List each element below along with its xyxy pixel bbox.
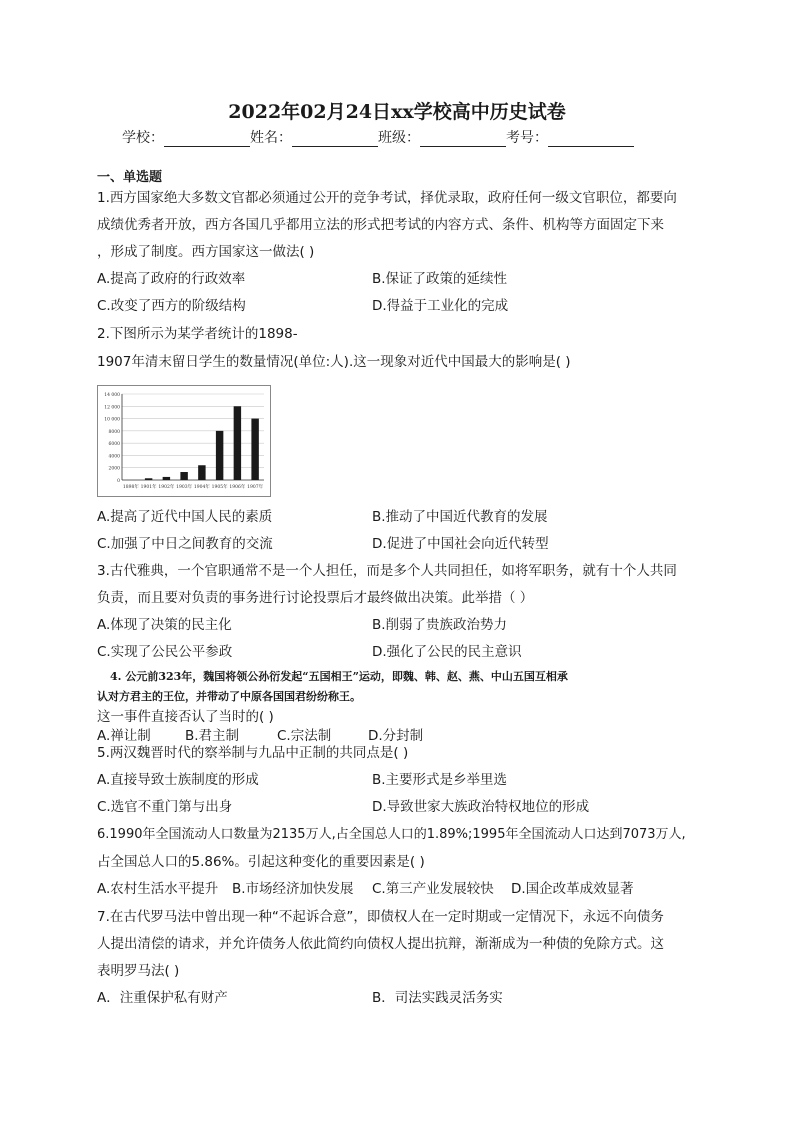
section-heading: 一、单选题: [97, 170, 163, 185]
x-tick-label: 1903年: [176, 485, 193, 490]
bar: [163, 477, 170, 480]
bar-chart: [98, 386, 270, 496]
student-info: [122, 127, 634, 147]
y-tick-label: 8000: [108, 429, 120, 435]
q5-option-b[interactable]: B.主要形式是乡举里选: [372, 772, 508, 788]
q1-option-b[interactable]: B.保证了政策的延续性: [372, 271, 508, 287]
q1-option-a[interactable]: A.提高了政府的行政效率: [97, 271, 246, 287]
x-tick-label: 1907年: [247, 485, 264, 490]
q4-option-a[interactable]: A.禅让制: [97, 728, 151, 744]
q4-line: 认对方君主的王位，并带动了中原各国国君纷纷称王。: [97, 690, 361, 703]
y-tick-label: 14 000: [104, 393, 120, 398]
bar: [198, 465, 205, 480]
q6-option-b[interactable]: B.市场经济加快发展: [232, 881, 354, 897]
name-label: 姓名：: [250, 130, 292, 146]
q7-option-a[interactable]: A．注重保护私有财产: [97, 990, 228, 1006]
q7-line: 人提出清偿的请求，并允许债务人依此简约向债权人提出抗辩，渐渐成为一种债的免除方式。这: [97, 936, 664, 952]
bar: [216, 431, 223, 480]
x-tick-label: 1902年: [158, 485, 175, 490]
q4-option-c[interactable]: C.宗法制: [277, 728, 332, 744]
q7-option-b[interactable]: B．司法实践灵活务实: [372, 990, 503, 1006]
q3-option-b[interactable]: B.削弱了贵族政治势力: [372, 617, 508, 633]
q5-option-c[interactable]: C.选官不重门第与出身: [97, 799, 233, 815]
school-label: 学校：: [122, 130, 164, 146]
school-blank[interactable]: [164, 129, 250, 147]
q2-option-d[interactable]: D.促进了中国社会向近代转型: [372, 536, 549, 552]
q5-line: 5.两汉魏晋时代的察举制与九品中正制的共同点是( ): [97, 745, 409, 761]
q2-option-c[interactable]: C.加强了中日之间教育的交流: [97, 536, 273, 552]
q2-option-a[interactable]: A.提高了近代中国人民的素质: [97, 509, 273, 525]
class-label: 班级：: [378, 130, 420, 146]
q3-option-a[interactable]: A.体现了决策的民主化: [97, 617, 232, 633]
class-blank[interactable]: [420, 129, 506, 147]
y-tick-label: 6000: [108, 442, 120, 448]
q4-line: 4. 公元前323年，魏国将领公孙衍发起“五国相王”运动，即魏、韩、赵、燕、中山五国互相承: [110, 670, 568, 683]
bar: [234, 406, 241, 480]
q7-line: 表明罗马法( ): [97, 963, 180, 979]
q7-line: 7.在古代罗马法中曾出现一种“不起诉合意”，即债权人在一定时期或一定情况下，永远不向债务: [97, 909, 664, 925]
q4-option-d[interactable]: D.分封制: [368, 728, 424, 744]
q3-line: 3.古代雅典，一个官职通常不是一个人担任，而是多个人共同担任，如将军职务，就有十个人共同: [97, 563, 677, 579]
q5-option-d[interactable]: D.导致世家大族政治特权地位的形成: [372, 799, 590, 815]
exam-title: 2022年02月24日xx学校高中历史试卷: [228, 101, 566, 123]
students-chart: [97, 385, 271, 497]
x-tick-label: 1898年: [122, 485, 139, 490]
x-tick-label: 1904年: [193, 485, 210, 490]
q2-line: 1907年清末留日学生的数量情况(单位:人).这一现象对近代中国最大的影响是( ): [97, 354, 571, 370]
examno-blank[interactable]: [548, 129, 634, 147]
q2-line: 2.下图所示为某学者统计的1898-: [97, 326, 298, 342]
q6-line: 占全国总人口的5.86%。引起这种变化的重要因素是( ): [97, 854, 425, 870]
q1-option-d[interactable]: D.得益于工业化的完成: [372, 298, 509, 314]
y-tick-label: 0: [117, 479, 120, 484]
q5-option-a[interactable]: A.直接导致士族制度的形成: [97, 772, 259, 788]
bar: [145, 478, 152, 480]
q3-line: 负责，而且要对负责的事务进行讨论投票后才最终做出决策。此举措（ ）: [97, 590, 534, 606]
q6-line: 6.1990年全国流动人口数量为2135万人,占全国总人口的1.89%;1995年全国流动人口达到7073万人,: [97, 827, 686, 842]
q2-option-b[interactable]: B.推动了中国近代教育的发展: [372, 509, 548, 525]
y-tick-label: 12 000: [104, 405, 120, 411]
q6-option-a[interactable]: A.农村生活水平提升: [97, 881, 219, 897]
q6-option-d[interactable]: D.国企改革成效显著: [511, 881, 634, 897]
y-tick-label: 10 000: [104, 417, 120, 423]
q1-option-c[interactable]: C.改变了西方的阶级结构: [97, 298, 246, 314]
q6-option-c[interactable]: C.第三产业发展较快: [372, 881, 494, 897]
examno-label: 考号：: [506, 130, 548, 146]
q4-option-b[interactable]: B.君主制: [185, 728, 240, 744]
q3-option-c[interactable]: C.实现了公民公平参政: [97, 644, 233, 660]
q1-line: ，形成了制度。西方国家这一做法( ): [97, 244, 315, 260]
name-blank[interactable]: [292, 129, 378, 147]
y-tick-label: 2000: [108, 466, 120, 472]
x-tick-label: 1901年: [140, 485, 157, 490]
x-tick-label: 1905年: [211, 485, 228, 490]
bar: [251, 419, 258, 480]
bar: [180, 472, 187, 480]
q1-line: 成绩优秀者开放，西方各国几乎都用立法的形式把考试的内容方式、条件、机构等方面固定下来: [97, 217, 664, 233]
q4-line: 这一事件直接否认了当时的( ): [97, 709, 274, 725]
q1-line: 1.西方国家绝大多数文官都必须通过公开的竞争考试，择优录取，政府任何一级文官职位，都要向: [97, 190, 677, 206]
q3-option-d[interactable]: D.强化了公民的民主意识: [372, 644, 522, 660]
x-tick-label: 1906年: [229, 485, 246, 490]
y-tick-label: 4000: [108, 454, 120, 460]
